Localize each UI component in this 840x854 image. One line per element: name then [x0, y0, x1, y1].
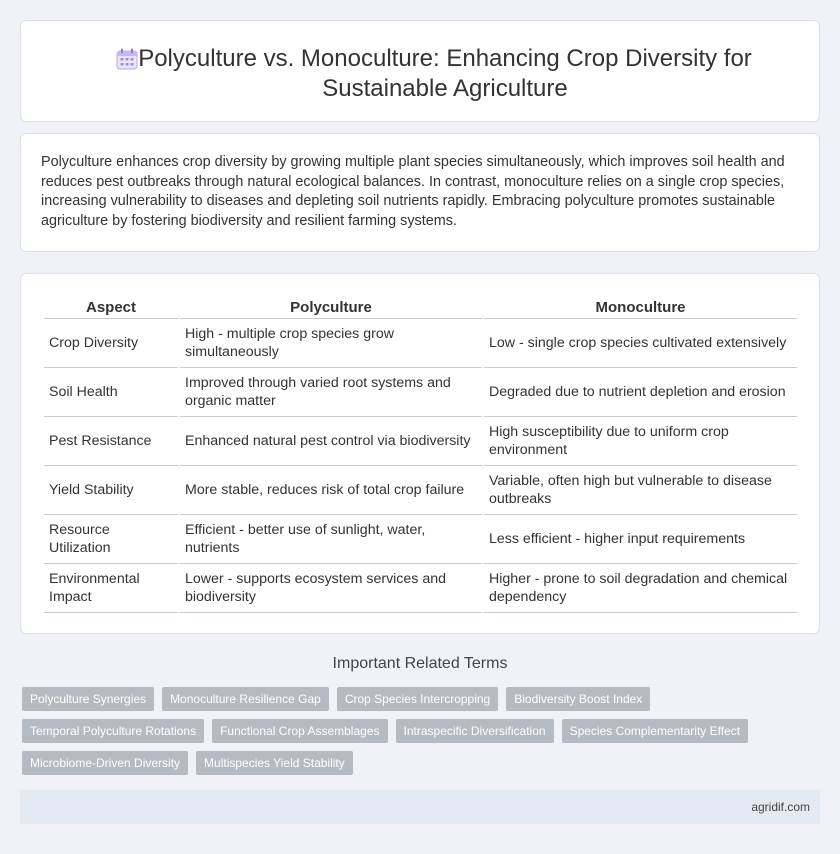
footer-site-link[interactable]: agridif.com	[751, 800, 810, 814]
intro-card	[20, 133, 820, 252]
table-row	[44, 515, 797, 564]
column-header-monoculture: Monoculture	[484, 295, 797, 319]
related-term-tag[interactable]: Monoculture Resilience Gap	[162, 687, 329, 711]
table-row	[44, 564, 797, 613]
table-row	[44, 368, 797, 417]
row-polyculture: Lower - supports ecosystem services and biodiversity	[180, 564, 482, 613]
related-term-tag[interactable]: Microbiome-Driven Diversity	[22, 751, 188, 775]
column-header-polyculture: Polyculture	[180, 295, 482, 319]
row-polyculture: Enhanced natural pest control via biodiversity	[180, 417, 482, 466]
row-polyculture: More stable, reduces risk of total crop failure	[180, 466, 482, 515]
row-monoculture: Less efficient - higher input requirements	[484, 515, 797, 564]
row-aspect: Crop Diversity	[44, 319, 178, 368]
page-title: Polyculture vs. Monoculture: Enhancing Crop Diversity for Sustainable Agriculture	[138, 45, 752, 102]
related-term-tag[interactable]: Intraspecific Diversification	[396, 719, 554, 743]
table-row	[44, 417, 797, 466]
row-polyculture: High - multiple crop species grow simultaneously	[180, 319, 482, 368]
row-monoculture: Higher - prone to soil degradation and chemical dependency	[484, 564, 797, 613]
table-header-row	[44, 295, 797, 319]
table-row	[44, 319, 797, 368]
row-monoculture: Variable, often high but vulnerable to disease outbreaks	[484, 466, 797, 515]
related-terms-title: Important Related Terms	[332, 655, 508, 672]
related-term-tag[interactable]: Functional Crop Assemblages	[212, 719, 387, 743]
column-header-aspect: Aspect	[44, 295, 178, 319]
related-terms-list	[22, 687, 818, 783]
row-aspect: Resource Utilization	[44, 515, 178, 564]
row-aspect: Soil Health	[44, 368, 178, 417]
related-term-tag[interactable]: Biodiversity Boost Index	[506, 687, 650, 711]
comparison-table-card	[20, 273, 820, 634]
row-aspect: Pest Resistance	[44, 417, 178, 466]
footer	[20, 790, 820, 824]
row-polyculture: Improved through varied root systems and organic matter	[180, 368, 482, 417]
table-row	[44, 466, 797, 515]
row-monoculture: High susceptibility due to uniform crop environment	[484, 417, 797, 466]
header-card	[20, 20, 820, 122]
row-aspect: Yield Stability	[44, 466, 178, 515]
intro-text: Polyculture enhances crop diversity by growing multiple plant species simultaneously, which improves soil health and reduces pest outbreaks through natural ecological balances. In contrast, monoculture relies on a single crop species, increasing vulnerability to diseases and depleting soil nutrients rapidly. Embracing polyculture promotes sustainable agriculture by fostering biodiversity and resilient farming systems.	[41, 154, 785, 229]
related-term-tag[interactable]: Crop Species Intercropping	[337, 687, 498, 711]
row-monoculture: Low - single crop species cultivated extensively	[484, 319, 797, 368]
related-term-tag[interactable]: Temporal Polyculture Rotations	[22, 719, 204, 743]
row-polyculture: Efficient - better use of sunlight, water, nutrients	[180, 515, 482, 564]
related-term-tag[interactable]: Multispecies Yield Stability	[196, 751, 353, 775]
comparison-table	[42, 295, 799, 613]
related-term-tag[interactable]: Species Complementarity Effect	[562, 719, 749, 743]
row-aspect: Environmental Impact	[44, 564, 178, 613]
row-monoculture: Degraded due to nutrient depletion and erosion	[484, 368, 797, 417]
related-term-tag[interactable]: Polyculture Synergies	[22, 687, 154, 711]
